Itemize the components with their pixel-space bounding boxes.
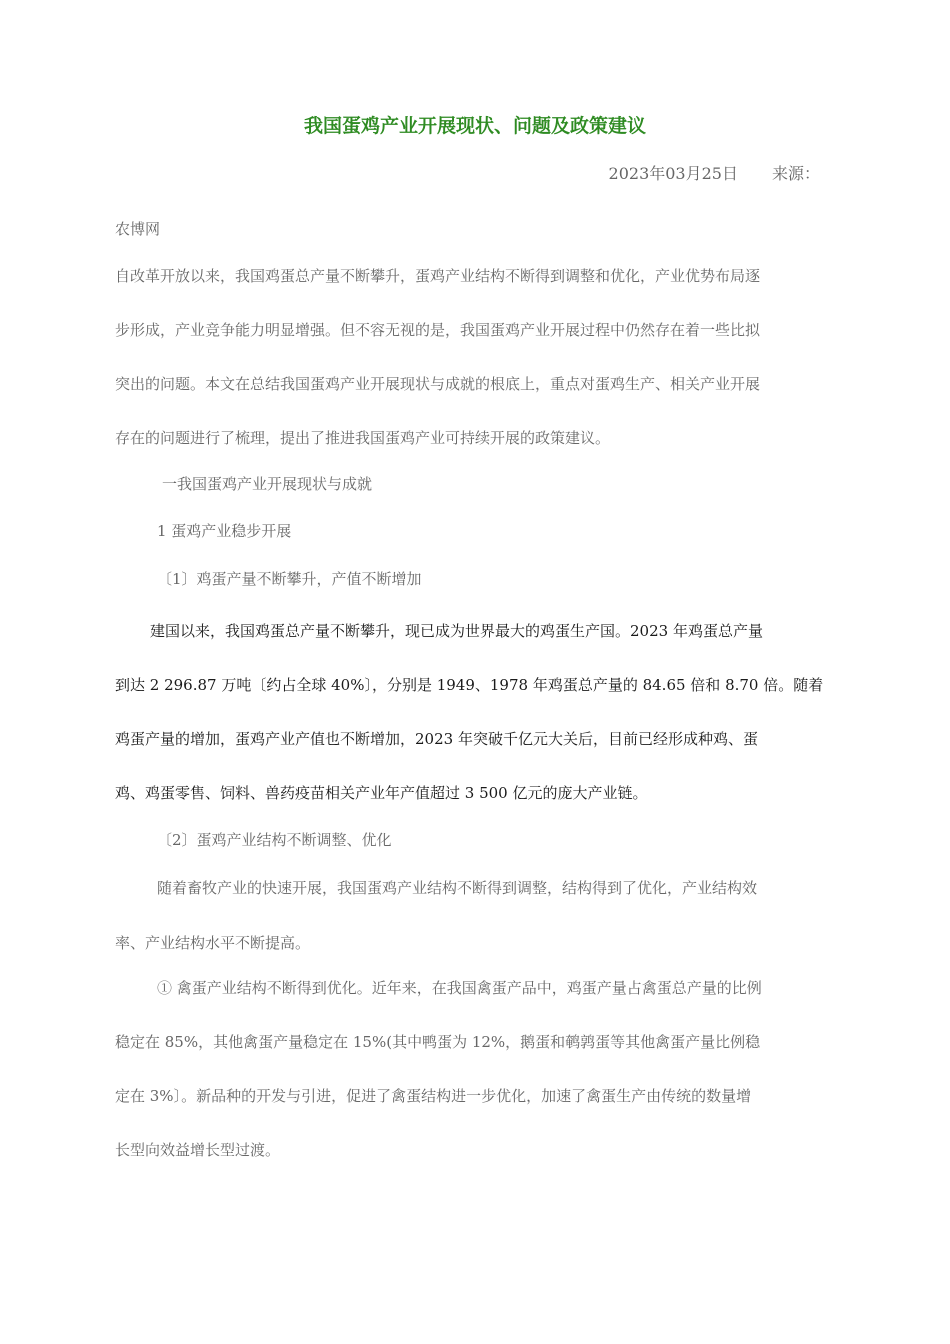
- date-source-line: [609, 163, 820, 185]
- sub-item-line: ① 禽蛋产业结构不断得到优化。近年来，在我国禽蛋产品中，鸡蛋产量占禽蛋总产量的比例: [157, 979, 762, 997]
- publish-date: 2023年03月25日: [608, 164, 738, 183]
- source-label: 来源：: [771, 164, 820, 183]
- item1-line: 鸡蛋产量的增加，蛋鸡产业产值也不断增加，2023 年突破千亿元大关后，目前已经形成种鸡、蛋: [115, 730, 758, 748]
- sub-item-line: 稳定在 85%，其他禽蛋产量稳定在 15%(其中鸭蛋为 12%，鹅蛋和鹌鹑蛋等其他禽蛋产量比例稳: [115, 1033, 761, 1051]
- item2-line: 随着畜牧产业的快速开展，我国蛋鸡产业结构不断得到调整，结构得到了优化，产业结构效: [157, 879, 758, 897]
- section-heading: 一我国蛋鸡产业开展现状与成就: [162, 475, 373, 493]
- sub-item-line: 长型向效益增长型过渡。: [115, 1141, 281, 1159]
- subsection-heading: 1 蛋鸡产业稳步开展: [157, 522, 292, 540]
- intro-line: 突出的问题。本文在总结我国蛋鸡产业开展现状与成就的根底上，重点对蛋鸡生产、相关产业开展: [115, 375, 761, 393]
- item2-heading: 〔2〕蛋鸡产业结构不断调整、优化: [157, 831, 392, 849]
- item1-heading: 〔1〕鸡蛋产量不断攀升，产值不断增加: [157, 570, 422, 588]
- intro-line: 步形成，产业竞争能力明显增强。但不容无视的是，我国蛋鸡产业开展过程中仍然存在着一些比拟: [115, 321, 761, 339]
- intro-line: 自改革开放以来，我国鸡蛋总产量不断攀升，蛋鸡产业结构不断得到调整和优化，产业优势布局逐: [115, 267, 761, 285]
- source-name: 农博网: [115, 220, 161, 238]
- sub-item-line: 定在 3%〕。新品种的开发与引进，促进了禽蛋结构进一步优化，加速了禽蛋生产由传统的数量增: [115, 1087, 752, 1105]
- item2-line: 率、产业结构水平不断提高。: [115, 934, 311, 952]
- intro-line: 存在的问题进行了梳理，提出了推进我国蛋鸡产业可持续开展的政策建议。: [115, 429, 611, 447]
- item1-line: 鸡、鸡蛋零售、饲料、兽药疫苗相关产业年产值超过 3 500 亿元的庞大产业链。: [115, 784, 648, 802]
- article-title: 我国蛋鸡产业开展现状、问题及政策建议: [303, 115, 646, 137]
- item1-line: 建国以来，我国鸡蛋总产量不断攀升，现已成为世界最大的鸡蛋生产国。2023 年鸡蛋总产量: [150, 622, 763, 640]
- item1-line: 到达 2 296.87 万吨〔约占全球 40%〕，分别是 1949、1978 年鸡蛋总产量的 84.65 倍和 8.70 倍。随着: [115, 676, 824, 694]
